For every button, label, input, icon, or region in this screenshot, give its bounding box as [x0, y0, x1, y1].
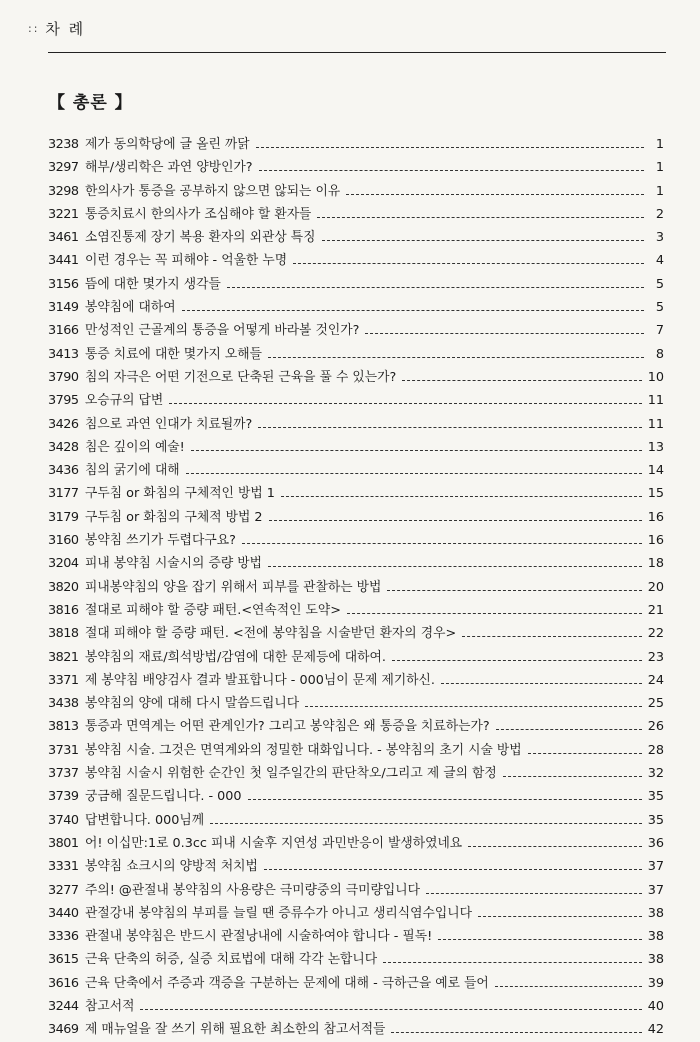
- entry-number: 3156: [48, 276, 79, 292]
- entry-title: 봉약침 시술시 위험한 순간인 첫 일주일간의 판단착오/그리고 제 글의 함정: [85, 766, 497, 782]
- entry-page-number: 38: [647, 905, 664, 921]
- dot-leader: [268, 566, 642, 567]
- entry-number: 3820: [48, 579, 79, 595]
- toc-entry: [48, 809, 664, 832]
- entry-title: 뜸에 대한 몇가지 생각들: [85, 276, 221, 292]
- entry-number: 3221: [48, 206, 79, 222]
- dot-leader: [346, 194, 644, 195]
- header-marker: ::: [28, 22, 40, 35]
- toc-entry: [48, 413, 664, 436]
- dot-leader: [186, 473, 642, 474]
- entry-title: 피내봉약침의 양을 잡기 위해서 피부를 관찰하는 방법: [85, 579, 382, 595]
- entry-number: 3436: [48, 463, 79, 479]
- toc-entry: [48, 436, 664, 459]
- entry-page-number: 25: [647, 696, 664, 712]
- entry-page-number: 16: [647, 509, 664, 525]
- entry-page-number: 36: [647, 835, 664, 851]
- toc-entry: [48, 133, 664, 156]
- entry-number: 3438: [48, 696, 79, 712]
- header-rule: [48, 52, 666, 53]
- dot-leader: [248, 799, 642, 800]
- entry-number: 3461: [48, 230, 79, 246]
- toc-entry: [48, 948, 664, 971]
- entry-number: 3818: [48, 626, 79, 642]
- entry-page-number: 16: [647, 533, 664, 549]
- dot-leader: [322, 240, 645, 241]
- entry-title: 구두침 or 화침의 구체적 방법 2: [85, 509, 263, 525]
- entry-number: 3790: [48, 369, 79, 385]
- toc-entry: [48, 646, 664, 669]
- entry-page-number: 1: [655, 183, 664, 199]
- toc-entry: [48, 180, 664, 203]
- entry-page-number: 32: [647, 766, 664, 782]
- dot-leader: [391, 1032, 641, 1033]
- toc-entry: [48, 529, 664, 552]
- entry-title: 근육 단축의 허증, 실증 치료법에 대해 각각 논합니다: [85, 952, 378, 968]
- dot-leader: [259, 170, 644, 171]
- dot-leader: [392, 660, 642, 661]
- entry-page-number: 4: [655, 253, 664, 269]
- entry-title: 제 봉약침 배양검사 결과 발표합니다 - 000님이 문제 제기하신.: [85, 672, 435, 688]
- entry-title: 통증과 면역계는 어떤 관계인가? 그리고 봉약침은 왜 통증을 치료하는가?: [85, 719, 490, 735]
- entry-title: 피내 봉약침 시술시의 증량 방법: [85, 556, 262, 572]
- toc-entry: [48, 1018, 664, 1041]
- entry-page-number: 18: [647, 556, 664, 572]
- entry-page-number: 8: [655, 346, 664, 362]
- toc-entry: [48, 273, 664, 296]
- toc-entry: [48, 762, 664, 785]
- toc-entry: [48, 925, 664, 948]
- entry-page-number: 42: [647, 1022, 664, 1038]
- entry-page-number: 2: [655, 206, 664, 222]
- toc-entry: [48, 832, 664, 855]
- entry-page-number: 38: [647, 929, 664, 945]
- entry-number: 3739: [48, 789, 79, 805]
- entry-title: 오승규의 답변: [85, 393, 164, 409]
- entry-number: 3298: [48, 183, 79, 199]
- toc-entry: [48, 459, 664, 482]
- entry-title: 절대 피해야 할 증량 패턴. <전에 봉약침을 시술받던 환자의 경우>: [85, 626, 457, 642]
- entry-page-number: 10: [647, 369, 664, 385]
- entry-number: 3740: [48, 812, 79, 828]
- dot-leader: [305, 706, 642, 707]
- toc-entry: [48, 855, 664, 878]
- entry-page-number: 39: [647, 975, 664, 991]
- dot-leader: [227, 287, 644, 288]
- dot-leader: [496, 729, 642, 730]
- dot-leader: [365, 333, 644, 334]
- entry-title: 통증 치료에 대한 몇가지 오해들: [85, 346, 262, 362]
- dot-leader: [462, 636, 642, 637]
- entry-page-number: 40: [647, 998, 664, 1014]
- toc-entry: [48, 972, 664, 995]
- entry-title: 봉약침 쇼크시의 양방적 처치법: [85, 859, 258, 875]
- entry-page-number: 1: [655, 160, 664, 176]
- dot-leader: [242, 543, 642, 544]
- toc-entry: [48, 995, 664, 1018]
- dot-leader: [269, 520, 642, 521]
- entry-number: 3440: [48, 905, 79, 921]
- entry-page-number: 22: [647, 626, 664, 642]
- entry-title: 이런 경우는 꼭 피해야 - 억울한 누명: [85, 253, 288, 269]
- entry-page-number: 13: [647, 439, 664, 455]
- dot-leader: [478, 916, 642, 917]
- entry-number: 3795: [48, 393, 79, 409]
- dot-leader: [387, 590, 641, 591]
- dot-leader: [256, 147, 644, 148]
- entry-page-number: 26: [647, 719, 664, 735]
- entry-number: 3166: [48, 323, 79, 339]
- entry-title: 어! 이십만:1로 0.3cc 피내 시술후 지연성 과민반응이 발생하였네요: [85, 835, 463, 851]
- entry-page-number: 15: [647, 486, 664, 502]
- dot-leader: [383, 962, 642, 963]
- entry-page-number: 24: [647, 672, 664, 688]
- entry-page-number: 20: [647, 579, 664, 595]
- entry-page-number: 5: [655, 276, 664, 292]
- entry-number: 3428: [48, 439, 79, 455]
- entry-page-number: 11: [647, 416, 664, 432]
- page-header: [28, 18, 85, 39]
- entry-number: 3179: [48, 509, 79, 525]
- dot-leader: [293, 263, 644, 264]
- entry-title: 제 매뉴얼을 잘 쓰기 위해 필요한 최소한의 참고서적들: [85, 1022, 386, 1038]
- entry-number: 3371: [48, 672, 79, 688]
- entry-title: 봉약침 쓰기가 두렵다구요?: [85, 533, 236, 549]
- toc-entry: [48, 389, 664, 412]
- table-of-contents: [48, 133, 664, 1042]
- dot-leader: [438, 939, 641, 940]
- entry-number: 3177: [48, 486, 79, 502]
- entry-page-number: 3: [655, 230, 664, 246]
- entry-title: 침의 자극은 어떤 기전으로 단축된 근육을 풀 수 있는가?: [85, 369, 397, 385]
- entry-title: 제가 동의학당에 글 올린 까닭: [85, 137, 250, 152]
- dot-leader: [268, 357, 644, 358]
- toc-entry: [48, 715, 664, 738]
- dot-leader: [441, 683, 642, 684]
- entry-number: 3816: [48, 602, 79, 618]
- entry-number: 3204: [48, 556, 79, 572]
- toc-entry: [48, 879, 664, 902]
- entry-number: 3821: [48, 649, 79, 665]
- entry-title: 봉약침의 재료/희석방법/감염에 대한 문제등에 대하여.: [85, 649, 386, 665]
- entry-title: 근육 단축에서 주증과 객증을 구분하는 문제에 대해 - 극하근을 예로 들어: [85, 975, 489, 991]
- entry-page-number: 35: [647, 812, 664, 828]
- dot-leader: [528, 753, 642, 754]
- entry-title: 침의 굵기에 대해: [85, 463, 180, 479]
- entry-number: 3297: [48, 160, 79, 176]
- toc-entry: [48, 226, 664, 249]
- entry-title: 통증치료시 한의사가 조심해야 할 환자들: [85, 206, 312, 222]
- toc-entry: [48, 692, 664, 715]
- entry-number: 3160: [48, 533, 79, 549]
- entry-number: 3737: [48, 766, 79, 782]
- dot-leader: [317, 217, 644, 218]
- entry-number: 3238: [48, 137, 79, 152]
- dot-leader: [210, 823, 642, 824]
- entry-number: 3616: [48, 975, 79, 991]
- dot-leader: [402, 380, 641, 381]
- entry-title: 소염진통제 장기 복용 환자의 외관상 특징: [85, 230, 316, 246]
- entry-number: 3441: [48, 253, 79, 269]
- entry-title: 봉약침의 양에 대해 다시 말씀드립니다: [85, 696, 300, 712]
- entry-page-number: 14: [647, 463, 664, 479]
- entry-page-number: 38: [647, 952, 664, 968]
- toc-entry: [48, 506, 664, 529]
- entry-number: 3731: [48, 742, 79, 758]
- toc-entry: [48, 785, 664, 808]
- entry-number: 3244: [48, 998, 79, 1014]
- entry-title: 관절강내 봉약침의 부피를 늘릴 땐 증류수가 아니고 생리식염수입니다: [85, 905, 472, 921]
- dot-leader: [191, 450, 642, 451]
- toc-entry: [48, 296, 664, 319]
- toc-entry: [48, 343, 664, 366]
- entry-title: 봉약침 시술. 그것은 면역계와의 정밀한 대화입니다. - 봉약침의 초기 시술 방법: [85, 742, 522, 758]
- entry-title: 해부/생리학은 과연 양방인가?: [85, 160, 253, 176]
- entry-page-number: 11: [647, 393, 664, 409]
- dot-leader: [264, 869, 642, 870]
- page-title: 차 례: [45, 20, 86, 38]
- toc-entry: [48, 599, 664, 622]
- entry-title: 주의! @관절내 봉약침의 사용량은 극미량중의 극미량입니다: [85, 882, 420, 898]
- entry-title: 침은 깊이의 예술!: [85, 439, 185, 455]
- toc-entry: [48, 576, 664, 599]
- section-title: 【 총론 】: [48, 93, 133, 113]
- entry-number: 3277: [48, 882, 79, 898]
- dot-leader: [169, 403, 641, 404]
- toc-entry: [48, 622, 664, 645]
- entry-number: 3413: [48, 346, 79, 362]
- dot-leader: [281, 496, 642, 497]
- entry-number: 3615: [48, 952, 79, 968]
- dot-leader: [140, 1009, 641, 1010]
- entry-number: 3426: [48, 416, 79, 432]
- entry-page-number: 35: [647, 789, 664, 805]
- toc-entry: [48, 552, 664, 575]
- entry-title: 궁금해 질문드립니다. - 000: [85, 789, 242, 805]
- entry-number: 3801: [48, 835, 79, 851]
- dot-leader: [347, 613, 642, 614]
- toc-entry: [48, 249, 664, 272]
- entry-title: 절대로 피해야 할 증량 패턴.<연속적인 도약>: [85, 602, 342, 618]
- toc-entry: [48, 482, 664, 505]
- entry-page-number: 21: [647, 602, 664, 618]
- entry-page-number: 37: [647, 859, 664, 875]
- entry-number: 3336: [48, 929, 79, 945]
- entry-number: 3813: [48, 719, 79, 735]
- entry-title: 만성적인 근골계의 통증을 어떻게 바라볼 것인가?: [85, 323, 360, 339]
- toc-entry: [48, 156, 664, 179]
- entry-title: 한의사가 통증을 공부하지 않으면 않되는 이유: [85, 183, 341, 199]
- entry-number: 3469: [48, 1022, 79, 1038]
- toc-entry: [48, 739, 664, 762]
- dot-leader: [503, 776, 642, 777]
- entry-page-number: 23: [647, 649, 664, 665]
- dot-leader: [258, 427, 641, 428]
- entry-title: 참고서적: [85, 998, 135, 1014]
- dot-leader: [495, 986, 642, 987]
- entry-title: 관절내 봉약침은 반드시 관절낭내에 시술하여야 합니다 - 필독!: [85, 929, 433, 945]
- entry-title: 침으로 과연 인대가 치료될까?: [85, 416, 253, 432]
- toc-entry: [48, 902, 664, 925]
- entry-title: 답변합니다. 000님께: [85, 812, 205, 828]
- entry-page-number: 37: [647, 882, 664, 898]
- toc-entry: [48, 203, 664, 226]
- entry-title: 구두침 or 화침의 구체적인 방법 1: [85, 486, 275, 502]
- entry-page-number: 28: [647, 742, 664, 758]
- toc-entry: [48, 366, 664, 389]
- entry-page-number: 7: [655, 323, 664, 339]
- entry-title: 봉약침에 대하여: [85, 300, 176, 316]
- toc-entry: [48, 319, 664, 342]
- entry-page-number: 5: [655, 300, 664, 316]
- dot-leader: [468, 846, 642, 847]
- entry-number: 3149: [48, 300, 79, 316]
- toc-entry: [48, 669, 664, 692]
- entry-number: 3331: [48, 859, 79, 875]
- dot-leader: [182, 310, 644, 311]
- entry-page-number: 1: [655, 137, 664, 152]
- dot-leader: [426, 893, 642, 894]
